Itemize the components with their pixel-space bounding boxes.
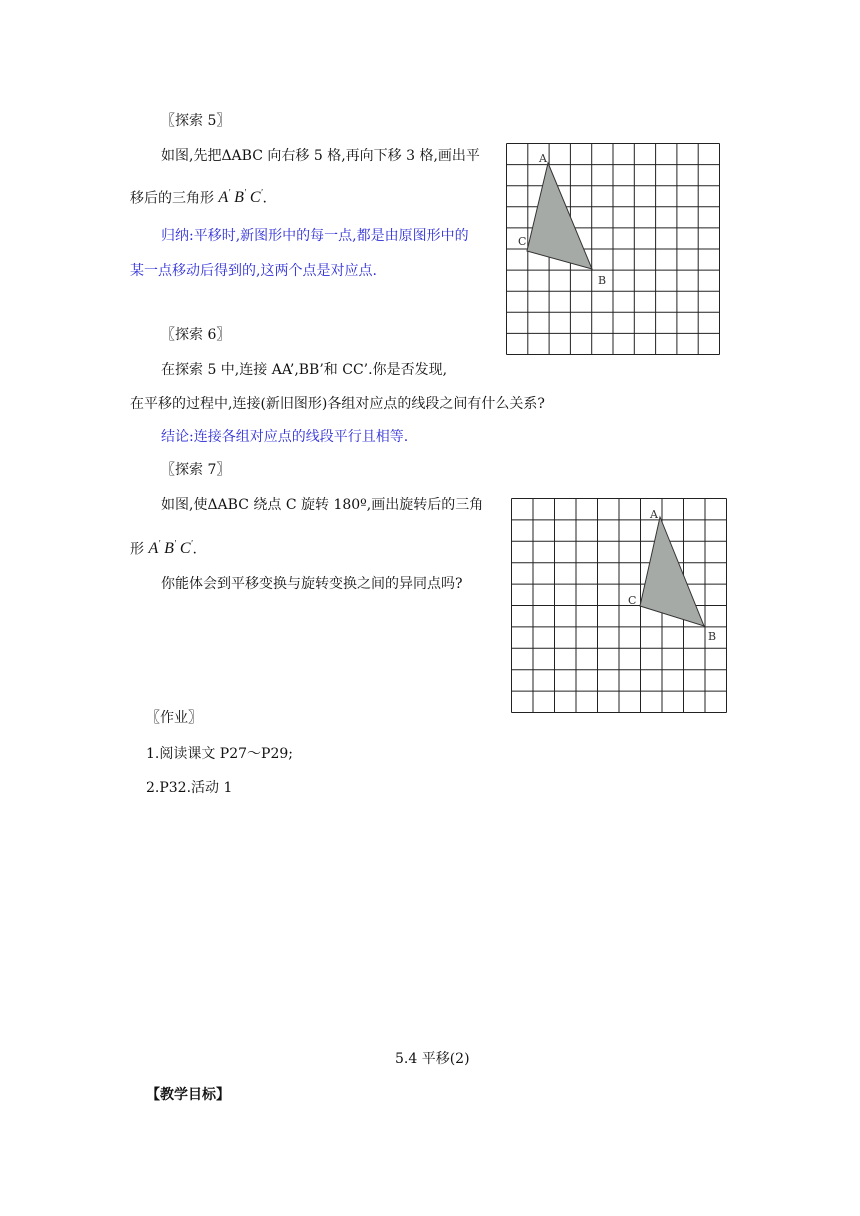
explore6-title: 〖探索 6〗 <box>161 327 231 343</box>
label-c: C <box>628 594 637 607</box>
explore6-text-line2: 在平移的过程中,连接(新旧图形)各组对应点的线段之间有什么关系? <box>130 396 545 412</box>
explore7-title: 〖探索 7〗 <box>161 462 231 478</box>
explore6-text-line1: 在探索 5 中,连接 AA’,BB’和 CC’.你是否发现, <box>161 362 448 378</box>
explore7-question: 你能体会到平移变换与旋转变换之间的异同点吗? <box>161 576 463 592</box>
triangle-prime-label-2: A' B' C' <box>148 539 193 558</box>
homework-title: 〖作业〗 <box>146 710 202 726</box>
explore7-text-line2: 形 A' B' C'. <box>130 539 197 558</box>
triangle-abc <box>527 163 592 269</box>
homework-item1: 1.阅读课文 P27～P29; <box>146 746 293 762</box>
label-b: B <box>598 274 607 287</box>
summary-line1: 归纳:平移时,新图形中的每一点,都是由原图形中的 <box>161 228 469 244</box>
label-c: C <box>518 235 527 248</box>
explore5-text-line2: 移后的三角形 A' B' C'. <box>130 188 267 207</box>
homework-item2: 2.P32.活动 1 <box>146 780 233 796</box>
explore5-title: 〖探索 5〗 <box>161 113 231 129</box>
triangle-prime-label: A' B' C' <box>218 188 263 207</box>
grid-figure-explore5 <box>506 143 720 355</box>
label-a: A <box>650 508 658 521</box>
section-heading: 5.4 平移(2) <box>395 1051 470 1067</box>
conclusion: 结论:连接各组对应点的线段平行且相等. <box>161 429 409 445</box>
grid-figure-explore7 <box>511 498 727 713</box>
explore5-text-line1: 如图,先把ΔABC 向右移 5 格,再向下移 3 格,画出平 <box>161 148 480 164</box>
label-a: A <box>539 152 547 165</box>
teaching-objectives-heading: 【教学目标】 <box>146 1087 230 1103</box>
triangle-abc-2 <box>640 517 704 626</box>
explore7-text-line1: 如图,使ΔABC 绕点 C 旋转 180º,画出旋转后的三角 <box>161 497 484 513</box>
label-b: B <box>708 630 717 643</box>
summary-line2: 某一点移动后得到的,这两个点是对应点. <box>130 263 377 279</box>
